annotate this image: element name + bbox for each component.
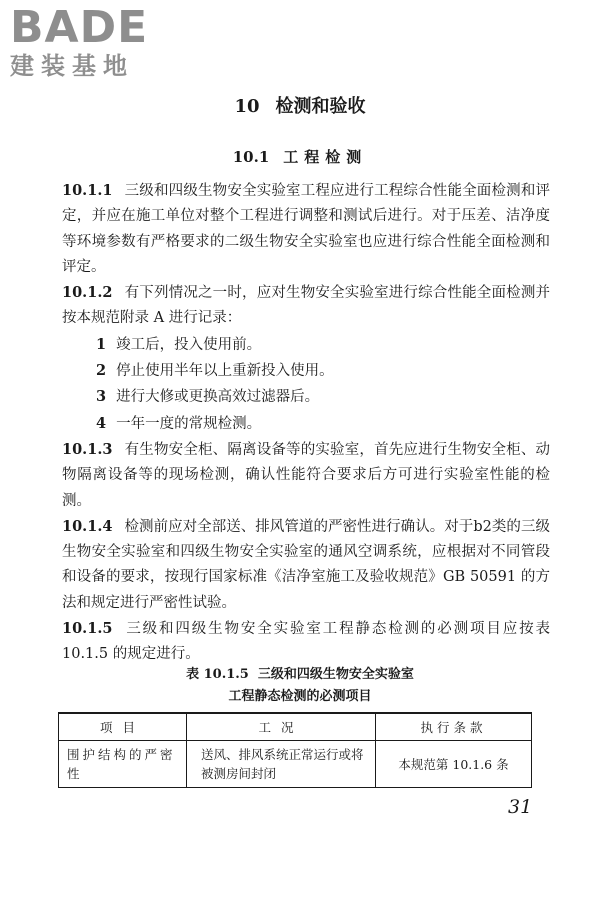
table-cell-item: 围护结构的严密性: [59, 741, 187, 788]
list-item-number: 1: [96, 335, 107, 353]
list-item: [62, 358, 550, 384]
list-item-text: 一年一度的常规检测。: [116, 415, 262, 432]
clause-text: 有生物安全柜、隔离设备等的实验室，首先应进行生物安全柜、动物隔离设备等的现场检测，确认性能符合要求后方可进行实验室性能的检测。: [62, 441, 550, 509]
section-title: 工程检测: [283, 148, 368, 166]
table-header-row: [59, 713, 532, 741]
clause-10-1-1: [62, 178, 550, 280]
bade-logo: [10, 4, 180, 80]
list-item-text: 竣工后，投入使用前。: [116, 336, 262, 353]
list-item-text: 停止使用半年以上重新投入使用。: [116, 363, 334, 380]
clause-text: 有下列情况之一时，应对生物安全实验室进行综合性能全面检测并按本规范附录 A 进行记录：: [62, 285, 550, 327]
required-tests-table: [58, 712, 532, 788]
table-caption-line1: [0, 664, 600, 686]
table-row: [59, 741, 532, 788]
document-body: [62, 178, 550, 668]
clause-text: 三级和四级生物安全实验室工程应进行工程综合性能全面检测和评定，并应在施工单位对整个工程进行调整和测试后进行。对于压差、洁净度等环境参数有严格要求的二级生物安全实验室也应进行综合性能全面检测和评定。: [62, 183, 550, 275]
logo-subtitle: 建装基地: [10, 52, 134, 80]
logo-wordmark: BADE: [10, 2, 149, 53]
list-item-number: 2: [96, 362, 107, 380]
list-item-text: 进行大修或更换高效过滤器后。: [116, 389, 320, 406]
list-item: [62, 411, 550, 437]
section-number: 10.1: [232, 148, 270, 166]
table-header-clause: 执行条款: [376, 713, 532, 741]
clause-number: 10.1.2: [62, 284, 113, 302]
table-header-item: 项目: [59, 713, 187, 741]
clause-10-1-4: [62, 514, 550, 616]
chapter-number: 10: [234, 96, 260, 117]
table-cell-condition: 送风、排风系统正常运行或将被测房间封闭: [187, 741, 376, 788]
clause-text: 检测前应对全部送、排风管道的严密性进行确认。对于b2类的三级生物安全实验室和四级生物安全实验室的通风空调系统，应根据对不同管段和设备的要求，按现行国家标准《洁净室施工及验收规范》GB 50591 的方法和规定进行严密性试验。: [62, 518, 550, 611]
table-caption-number: 表 10.1.5: [186, 667, 249, 682]
chapter-heading: [0, 92, 600, 118]
clause-number: 10.1.4: [62, 517, 113, 535]
clause-10-1-2: [62, 280, 550, 332]
table-cell-clause: 本规范第 10.1.6 条: [376, 741, 532, 788]
clause-number: 10.1.5: [62, 620, 113, 638]
table-header-condition: 工况: [187, 713, 376, 741]
clause-number: 10.1.3: [62, 440, 113, 458]
page-number: 31: [508, 796, 533, 818]
clause-10-1-5: [62, 616, 550, 668]
list-item: [62, 332, 550, 358]
list-item-number: 3: [96, 388, 107, 406]
chapter-title: 检测和验收: [275, 96, 366, 117]
clause-text: 三级和四级生物安全实验室工程静态检测的必测项目应按表 10.1.5 的规定进行。: [62, 621, 550, 663]
list-item: [62, 384, 550, 410]
section-heading: [0, 146, 600, 167]
list-item-number: 4: [96, 414, 107, 432]
table-caption-title: 三级和四级生物安全实验室: [257, 667, 414, 682]
table-caption-line2: 工程静态检测的必测项目: [228, 689, 372, 704]
clause-10-1-3: [62, 437, 550, 514]
clause-number: 10.1.1: [62, 182, 113, 199]
